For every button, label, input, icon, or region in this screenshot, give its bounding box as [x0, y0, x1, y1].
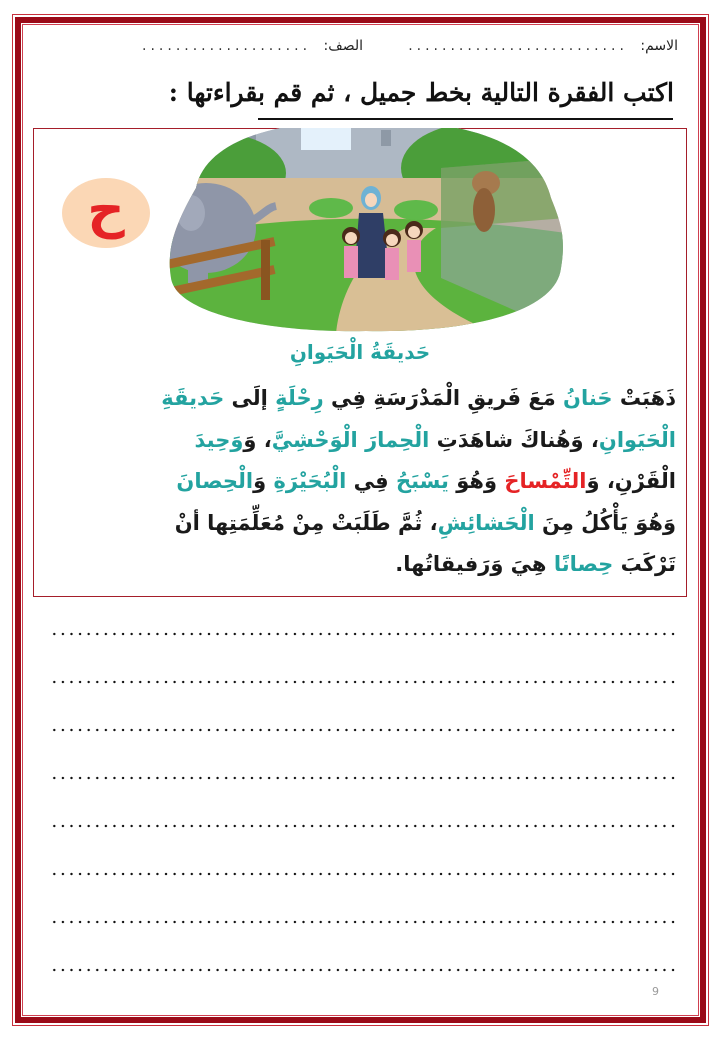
highlighted-word: حَنانُ	[563, 386, 613, 410]
highlighted-word: الْحَشائِشِ	[437, 510, 535, 535]
story-text: ، وَ	[243, 427, 272, 452]
story-paragraph	[48, 378, 676, 586]
letter-ha: ح	[87, 180, 125, 240]
zoo-illustration	[166, 128, 566, 333]
writing-line[interactable]	[50, 680, 675, 684]
story-line	[48, 420, 676, 462]
writing-line[interactable]	[50, 728, 675, 732]
writing-line[interactable]	[50, 872, 675, 876]
class-field[interactable]	[142, 38, 363, 54]
story-text: فِي	[346, 469, 396, 493]
highlighted-word: الْحِمارَ	[365, 427, 430, 452]
instruction-underline	[258, 118, 673, 120]
highlighted-word: الْحَيَوانِ	[598, 427, 676, 452]
story-line	[48, 378, 676, 420]
highlighted-word: الْحِصانَ	[176, 469, 254, 493]
story-text: إلَى	[224, 386, 276, 410]
highlighted-word: رِحْلَةٍ	[275, 386, 324, 410]
story-text: وَهُوَ يَأْكُلُ مِنَ	[534, 510, 676, 535]
writing-line[interactable]	[50, 632, 675, 636]
story-line	[48, 503, 676, 545]
story-text: الْقَرْنِ، وَ	[586, 469, 676, 493]
class-blank[interactable]: ....................	[142, 38, 312, 54]
story-text: تَرْكَبَ	[613, 552, 676, 576]
story-text: وَ	[253, 469, 274, 493]
story-text: ذَهَبَتْ	[612, 386, 676, 410]
student-info-row	[60, 38, 678, 60]
highlighted-word: حِصانًا	[553, 552, 614, 576]
story-line	[48, 544, 676, 586]
class-label: الصف:	[323, 38, 363, 54]
writing-line[interactable]	[50, 776, 675, 780]
zoo-scene-image	[166, 128, 566, 333]
highlighted-word: الْبُحَيْرَةِ	[273, 469, 347, 493]
highlighted-word: حَديقَةِ	[161, 386, 225, 410]
highlighted-word: التِّمْساحَ	[504, 469, 587, 493]
story-text: ، وَهُناكَ شاهَدَتِ	[429, 427, 599, 452]
highlighted-word: وَحِيدَ	[194, 427, 244, 452]
highlighted-word: الْوَحْشِيَّ	[271, 427, 358, 452]
name-blank[interactable]: ..........................	[408, 38, 628, 54]
letter-badge	[62, 178, 150, 248]
name-field[interactable]	[408, 38, 678, 54]
story-text	[358, 428, 365, 452]
story-text: وَهُوَ	[448, 469, 505, 493]
instruction-heading: اكتب الفقرة التالية بخط جميل ، ثم قم بقراءتها :	[168, 78, 674, 107]
story-text: ، ثُمَّ طَلَبَتْ مِنْ مُعَلِّمَتِها أنْ	[174, 510, 438, 535]
story-text: هِيَ وَرَفيقاتُها.	[395, 552, 554, 576]
story-title: حَديقَةُ الْحَيَوانِ	[289, 340, 431, 364]
story-line	[48, 461, 676, 503]
highlighted-word: يَسْبَحُ	[395, 469, 449, 493]
writing-line[interactable]	[50, 920, 675, 924]
page-number: 9	[652, 985, 659, 998]
story-text: مَعَ فَريقِ الْمَدْرَسَةِ فِي	[323, 386, 564, 410]
writing-line[interactable]	[50, 968, 675, 972]
writing-line[interactable]	[50, 824, 675, 828]
name-label: الاسم:	[640, 38, 678, 54]
